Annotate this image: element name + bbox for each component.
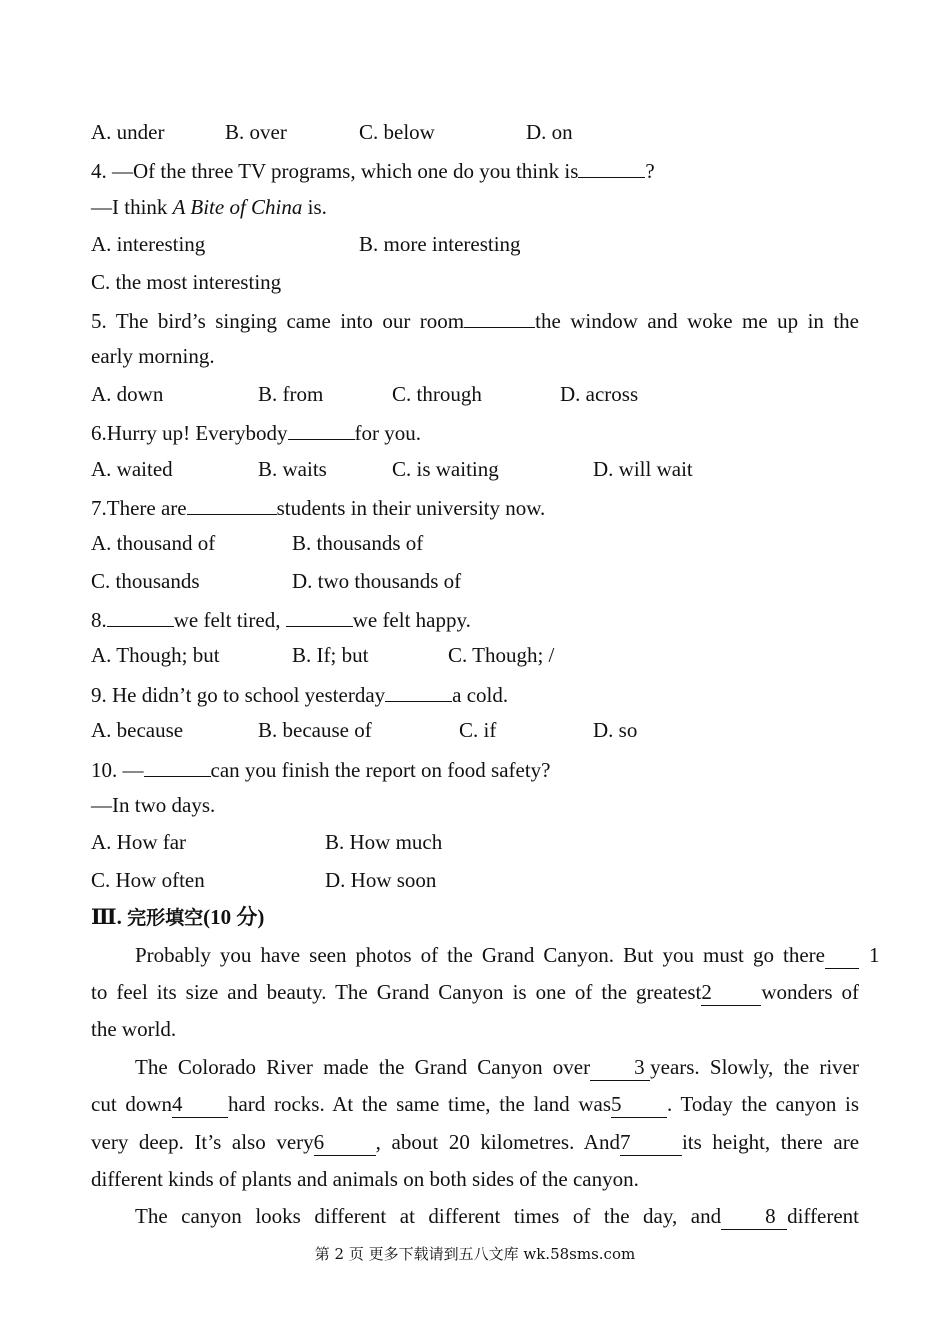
q9-suffix: a cold. [452,682,509,707]
cloze-blank-1: 1 [825,942,859,969]
q8-options [91,637,859,674]
q5-suffix: the window and woke me up in the [535,308,859,333]
q4-stem [91,151,859,188]
cloze-text: Probably you have seen photos of the Grand Canyon. But you must go there [135,942,825,967]
q4-option-b: B. more interesting [359,232,521,257]
cloze-text: its height, there are [681,1129,860,1154]
q10-option-d: D. How soon [325,867,437,892]
q3-option-b: B. over [225,120,287,144]
q6-options [91,451,859,488]
q4-answer-title: A Bite of China [172,194,303,219]
answer-blank [144,750,211,777]
q9-stem [91,675,859,712]
cloze-p1-line1 [91,937,880,974]
q6-option-b: B. waits [258,456,327,481]
q4-answer-prefix: —I think [91,194,173,219]
cloze-text: , about 20 kilometres. And [375,1129,620,1154]
q10-options-row2 [91,862,859,899]
answer-blank [385,675,452,702]
cloze-text: different [787,1204,859,1229]
q9-option-c: C. if [459,718,497,743]
q10-answer-text: —In two days. [91,793,216,818]
q6-option-c: C. is waiting [392,456,499,481]
q8-option-b: B. If; but [292,643,369,668]
q10-option-c: C. How often [91,867,205,892]
answer-blank [464,301,535,328]
q5-option-c: C. through [392,381,482,406]
q6-option-d: D. will wait [593,456,693,481]
cloze-text: The canyon looks different at different times of the day, and [135,1204,722,1229]
section-heading-cloze [91,899,859,936]
q4-option-c: C. the most interesting [91,269,282,294]
answer-blank [286,600,353,627]
q7-options-row2 [91,563,859,600]
cloze-p1-line2 [91,974,859,1011]
q4-text: 4. —Of the three TV programs, which one do you think is [91,159,579,184]
q5-options [91,376,859,413]
section-numeral: Ⅲ. [91,905,128,930]
q5-stem-cont [91,338,859,375]
q5-stem [91,301,859,338]
q7-option-a: A. thousand of [91,531,216,556]
cloze-p3-line1 [91,1198,859,1235]
q6-text: 6.Hurry up! Everybody [91,421,288,446]
cloze-text: very deep. It’s also very [91,1129,314,1154]
q4-answer [91,189,859,226]
cloze-blank-8: 8 [721,1203,787,1230]
q3-option-c: C. below [359,120,435,144]
q10-option-b: B. How much [325,830,443,855]
q10-options-row1 [91,824,859,861]
q10-answer [91,787,859,824]
page-footer: 第 2 页 更多下载请到五八文库 wk.58sms.com [314,1245,636,1263]
q7-option-d: D. two thousands of [292,568,462,593]
q5-option-b: B. from [258,381,324,406]
q10-option-a: A. How far [91,830,187,855]
q4-option-a: A. interesting [91,232,206,257]
q9-option-b: B. because of [258,718,372,743]
section-title: 完形填空 [127,907,204,930]
q9-options [91,712,859,749]
answer-blank [107,600,174,627]
cloze-text: to feel its size and beauty. The Grand Canyon is one of the greatest [91,979,702,1004]
cloze-blank-7: 7 [620,1129,682,1156]
cloze-p1-line3 [91,1011,859,1048]
cloze-p2-line4 [91,1161,859,1198]
q8-text: 8. [91,608,107,633]
worksheet-page [91,114,880,1236]
q10-stem [91,750,859,787]
q8-middle: we felt tired, [173,608,286,633]
cloze-p2-line2 [91,1086,859,1123]
q3-option-a: A. under [91,120,165,144]
cloze-text: years. Slowly, the river [650,1054,859,1079]
cloze-blank-2: 2 [701,979,761,1006]
cloze-p2-line1 [91,1049,859,1086]
cloze-text: hard rocks. At the same time, the land was [227,1092,611,1117]
q4-suffix: ? [645,159,655,184]
q7-option-b: B. thousands of [292,531,424,556]
q7-options-row1 [91,525,859,562]
q7-stem [91,488,859,525]
cloze-blank-6: 6 [314,1129,376,1156]
q7-suffix: students in their university now. [276,495,546,520]
q10-text: 10. — [91,757,144,782]
q7-text: 7.There are [91,495,187,520]
q7-option-c: C. thousands [91,568,200,593]
q8-option-c: C. Though; / [448,643,555,668]
cloze-text: wonders of [761,979,859,1004]
q9-text: 9. He didn’t go to school yesterday [91,682,386,707]
q6-stem [91,413,859,450]
q8-suffix: we felt happy. [352,608,471,633]
q10-suffix: can you finish the report on food safety? [210,757,551,782]
cloze-text: different kinds of plants and animals on both sides of the canyon. [91,1166,639,1191]
q4-options-row2 [91,264,859,301]
q8-stem [91,600,859,637]
q5-text: 5. The bird’s singing came into our room [91,308,465,333]
q6-option-a: A. waited [91,456,173,481]
cloze-text: the world. [91,1017,177,1042]
q4-answer-suffix: is. [302,194,327,219]
cloze-blank-5: 5 [611,1091,667,1118]
cloze-blank-3: 3 [590,1054,650,1081]
cloze-blank-4: 4 [172,1091,228,1118]
q6-suffix: for you. [354,421,422,446]
q3-option-d: D. on [526,120,573,144]
q5-option-d: D. across [560,381,639,406]
q9-option-d: D. so [593,718,638,743]
answer-blank [578,151,645,178]
q5-cont: early morning. [91,344,215,369]
q5-option-a: A. down [91,381,164,406]
section-score: (10 分) [203,905,265,930]
q8-option-a: A. Though; but [91,643,220,668]
q9-option-a: A. because [91,718,184,743]
q3-options [91,114,859,151]
cloze-p2-line3 [91,1124,859,1161]
answer-blank [187,488,277,515]
cloze-text: The Colorado River made the Grand Canyon over [135,1054,591,1079]
cloze-text: cut down [91,1092,172,1117]
cloze-text: . Today the canyon is [667,1092,859,1117]
q4-options-row1 [91,226,859,263]
answer-blank [288,413,355,440]
